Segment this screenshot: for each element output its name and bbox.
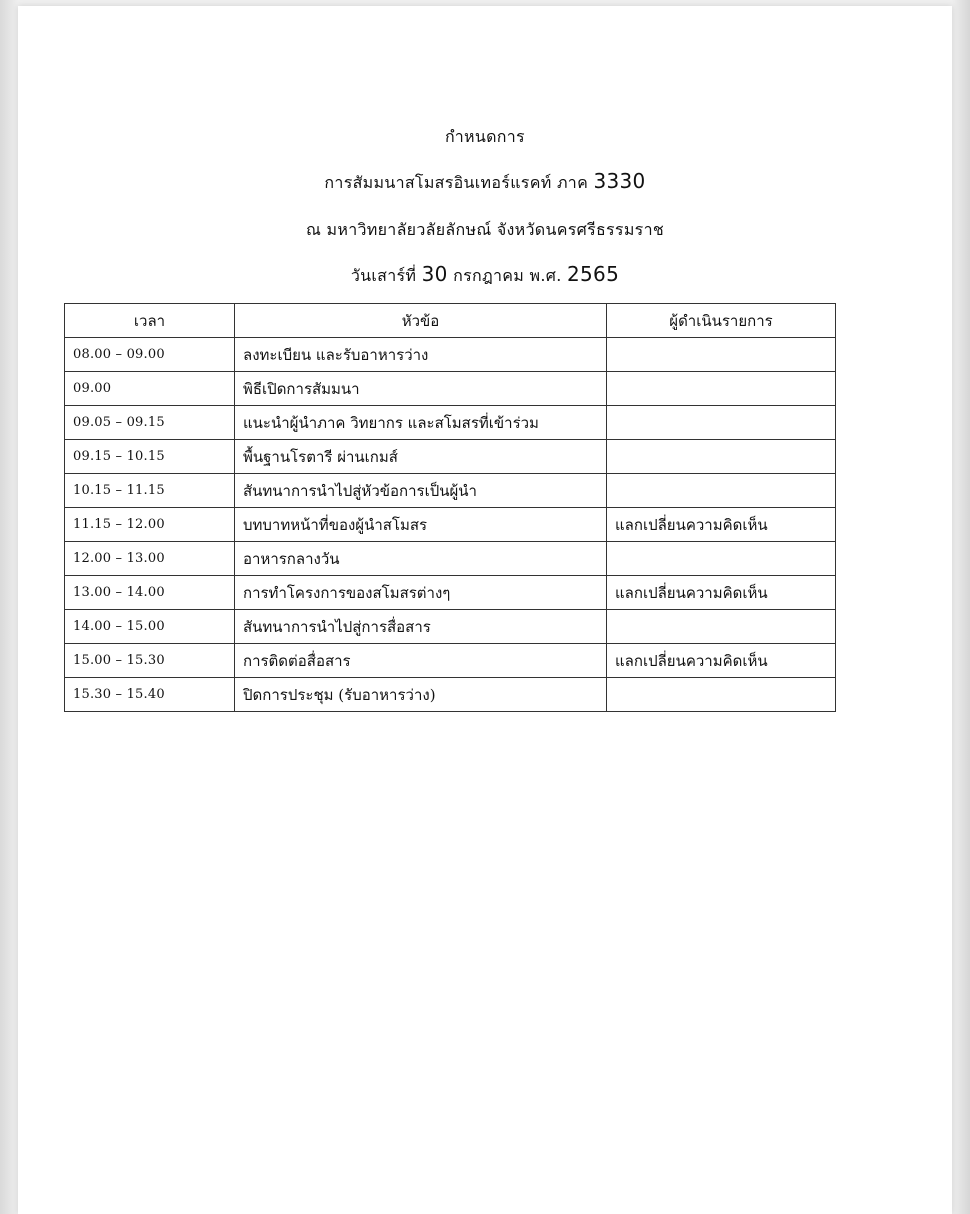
row-host [607, 542, 836, 576]
row-topic: สันทนาการนำไปสู่การสื่อสาร [235, 610, 607, 644]
table-row [65, 644, 836, 678]
row-time: 10.15 – 11.15 [65, 474, 235, 508]
table-row [65, 406, 836, 440]
event-date [18, 262, 952, 289]
table-row [65, 338, 836, 372]
row-host [607, 678, 836, 712]
row-time: 08.00 – 09.00 [65, 338, 235, 372]
document-page [18, 6, 952, 1214]
seminar-name [18, 169, 952, 196]
row-topic: พิธีเปิดการสัมมนา [235, 372, 607, 406]
table-row [65, 610, 836, 644]
table-header-row [65, 304, 836, 338]
row-topic: อาหารกลางวัน [235, 542, 607, 576]
row-host [607, 474, 836, 508]
title-text: กำหนดการ [445, 127, 525, 146]
date-month: กรกฎาคม พ.ศ. [447, 266, 567, 285]
row-topic: การทำโครงการของสโมสรต่างๆ [235, 576, 607, 610]
table-row [65, 576, 836, 610]
row-time: 14.00 – 15.00 [65, 610, 235, 644]
row-host [607, 440, 836, 474]
row-topic: พื้นฐานโรตารี ผ่านเกมส์ [235, 440, 607, 474]
table-row [65, 474, 836, 508]
row-time: 09.00 [65, 372, 235, 406]
row-time: 15.00 – 15.30 [65, 644, 235, 678]
doc-title [18, 125, 952, 150]
row-time: 11.15 – 12.00 [65, 508, 235, 542]
date-prefix: วันเสาร์ที่ [350, 266, 422, 285]
row-time: 15.30 – 15.40 [65, 678, 235, 712]
row-topic: ลงทะเบียน และรับอาหารว่าง [235, 338, 607, 372]
row-time: 12.00 – 13.00 [65, 542, 235, 576]
header-time: เวลา [65, 304, 235, 338]
venue-text: ณ มหาวิทยาลัยวลัยลักษณ์ จังหวัดนครศรีธรรมราช [305, 220, 665, 239]
row-host [607, 338, 836, 372]
row-topic: แนะนำผู้นำภาค วิทยากร และสโมสรที่เข้าร่วม [235, 406, 607, 440]
header-topic: หัวข้อ [235, 304, 607, 338]
row-host: แลกเปลี่ยนความคิดเห็น [607, 508, 836, 542]
row-host [607, 610, 836, 644]
row-topic: บทบาทหน้าที่ของผู้นำสโมสร [235, 508, 607, 542]
header-host: ผู้ดำเนินรายการ [607, 304, 836, 338]
row-topic: สันทนาการนำไปสู่หัวข้อการเป็นผู้นำ [235, 474, 607, 508]
seminar-name-text: การสัมมนาสโมสรอินเทอร์แรคท์ ภาค [324, 173, 594, 192]
row-time: 09.05 – 09.15 [65, 406, 235, 440]
row-host: แลกเปลี่ยนความคิดเห็น [607, 576, 836, 610]
table-row [65, 542, 836, 576]
table-row [65, 508, 836, 542]
schedule-table [64, 303, 836, 712]
row-time: 13.00 – 14.00 [65, 576, 235, 610]
row-topic: ปิดการประชุม (รับอาหารว่าง) [235, 678, 607, 712]
district-number: 3330 [593, 169, 646, 193]
row-topic: การติดต่อสื่อสาร [235, 644, 607, 678]
table-row [65, 678, 836, 712]
row-time: 09.15 – 10.15 [65, 440, 235, 474]
date-day: 30 [421, 262, 448, 286]
row-host [607, 406, 836, 440]
date-year: 2565 [567, 262, 620, 286]
table-row [65, 440, 836, 474]
table-row [65, 372, 836, 406]
row-host: แลกเปลี่ยนความคิดเห็น [607, 644, 836, 678]
row-host [607, 372, 836, 406]
venue [18, 218, 952, 243]
